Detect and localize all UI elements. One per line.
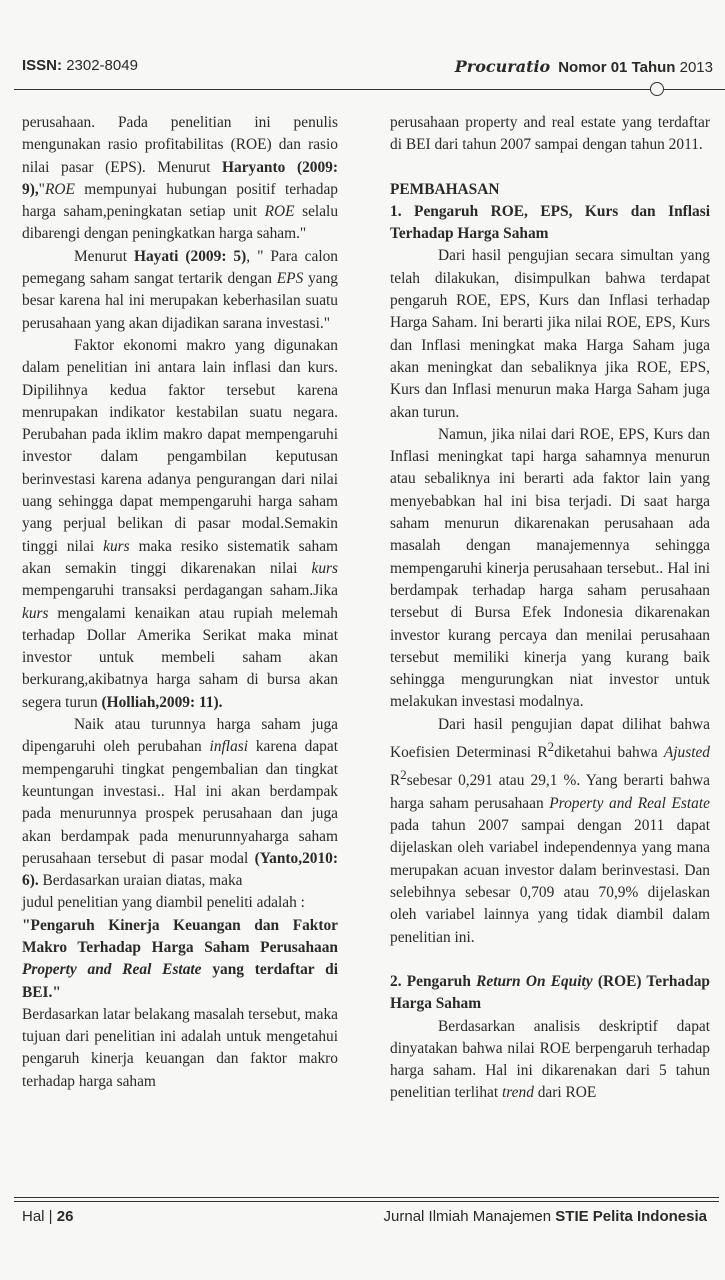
paragraph: Berdasarkan latar belakang masalah tersebut, maka tujuan dari penelitian ini adalah untuk mengetahui pengaruh kinerja keuangan dan faktor makro terhadap harga saham bbox=[22, 1005, 338, 1090]
paragraph: Naik atau turunnya harga saham juga dipengaruhi oleh perubahan inflasi karena dapat mempengaruhi tingkat pengembalian dan tingkat keuntungan investasi.. Hal ini akan berdampak pada menurunnya prospek perusahaan dan juga akan berdampak pada menurunnyaharga saham perusahaan tersebut di pasar modal (Yanto,2010: 6). Berdasarkan uraian diatas, maka bbox=[22, 716, 338, 890]
paragraph: Faktor ekonomi makro yang digunakan dalam penelitian ini antara lain inflasi dan kurs. Dipilihnya kedua faktor tersebut karena menrupakan indikator kestabilan suatu negara. Perubahan pada iklim makro dapat mempengaruhi investor dalam pengambilan keputusan berinvestasi karena adanya pengurangan dari nilai uang sehingga dapat mempengaruhi harga saham yang perjual belikan di pasar modal.Semakin tinggi nilai kurs maka resiko sistematik saham akan semakin tinggi dikarenakan nilai kurs mempengaruhi transaksi perdagangan saham.Jika kurs mengalami kenaikan atau rupiah melemah terhadap Dollar Amerika Serikat maka minat investor untuk membeli saham akan berkurang,akibatnya harga saham di bursa akan segera turun (Holliah,2009: 11). bbox=[22, 336, 339, 711]
left-column bbox=[22, 112, 338, 1093]
paragraph: judul penelitian yang diambil peneliti adalah : bbox=[22, 894, 305, 912]
subsection-heading: 1. Pengaruh ROE, EPS, Kurs dan Inflasi Terhadap Harga Saham bbox=[390, 202, 710, 243]
journal-footer-name: Jurnal Ilmiah Manajemen STIE Pelita Indonesia bbox=[383, 1208, 707, 1225]
section-heading: PEMBAHASAN bbox=[390, 180, 500, 198]
issn: ISSN: 2302-8049 bbox=[22, 57, 138, 74]
page-number: Hal | 26 bbox=[22, 1208, 74, 1225]
page-header bbox=[22, 55, 713, 85]
paragraph: Dari hasil pengujian secara simultan yang telah dilakukan, disimpulkan bahwa terdapat pengaruh ROE, EPS, Kurs dan Inflasi terhadap Harga Saham. Ini berarti jika nilai ROE, EPS, Kurs dan Inflasi meningkat maka Harga Saham juga akan meningkat dan sebaliknya jika ROE, EPS, Kurs dan Inflasi menurun maka Harga Saham juga akan turun. bbox=[390, 247, 710, 421]
journal-logo: Procuratio bbox=[454, 57, 551, 76]
paragraph: Dari hasil pengujian dapat dilihat bahwa Koefisien Determinasi $R^2diketahui$ bahwa Ajusted $R^2sebesar$ 0,291 atau 29,1 %. Yang berarti bahwa harga saham perusahaan Property and Real Estate pada tahun 2007 sampai dengan 2011 dapat dijelaskan oleh variabel independennya yang mana merupakan acuan investor dalam berinvestasi. Dan selebihnya sebesar 0,709 atau 70,9% dijelaskan oleh variabel lainnya yang tidak diambil dalam penelitian ini. bbox=[390, 715, 710, 946]
paragraph: perusahaan. Pada penelitian ini penulis mengunakan rasio profitabilitas (ROE) dan rasio nilai pasar (EPS). Menurut Haryanto (2009: 9),"ROE mempunyai hubungan positif terhadap harga saham,peningkatan setiap unit ROE selalu dibarengi dengan peningkatkan harga saham." bbox=[22, 114, 339, 243]
paragraph: Namun, jika nilai dari ROE, EPS, Kurs dan Inflasi meningkat tapi harga sahamnya menurun atau sebaliknya ini berarti ada faktor lain yang menyebabkan hal ini bisa terjadi. Di saat harga saham menurun dikarenakan perusahaan ada masalah dengan manajemennya sehingga mempengaruhi kinerja perusahaan tersebut.. Hal ini berdampak terhadap harga saham perusahaan tersebut di Bursa Efek Indonesia dikarenakan investor kurang percaya dan menilai perusahaan tersebut memiliki kinerja yang kurang baik sehingga mengurungkan niat investor untuk melakukan investasi modalnya. bbox=[390, 425, 710, 711]
footer-rule bbox=[14, 1201, 719, 1202]
paragraph: perusahaan property and real estate yang terdaftar di BEI dari tahun 2007 sampai dengan tahun 2011. bbox=[390, 114, 710, 154]
right-column bbox=[390, 112, 710, 1105]
journal-masthead: Procuratio Nomor 01 Tahun 2013 bbox=[454, 57, 713, 76]
paragraph: Menurut Hayati (2009: 5), " Para calon pemegang saham sangat tertarik dengan EPS yang besar karena hal ini merupakan keberhasilan suatu perusahaan yang akan dijadikan sarana investasi." bbox=[22, 247, 338, 332]
header-rule bbox=[14, 89, 725, 90]
paragraph: Berdasarkan analisis deskriptif dapat dinyatakan bahwa nilai ROE berpengaruh terhadap harga saham. Hal ini dikarenakan dari 5 tahun penelitian terlihat trend dari ROE bbox=[390, 1017, 710, 1102]
header-ornament bbox=[650, 82, 664, 96]
subsection-heading: 2. Pengaruh Return On Equity (ROE) Terhadap Harga Saham bbox=[390, 972, 710, 1013]
footer-rule bbox=[14, 1197, 719, 1198]
research-title: "Pengaruh Kinerja Keuangan dan Faktor Makro Terhadap Harga Saham Perusahaan Property and Real Estate yang terdaftar di BEI." bbox=[22, 916, 338, 1001]
